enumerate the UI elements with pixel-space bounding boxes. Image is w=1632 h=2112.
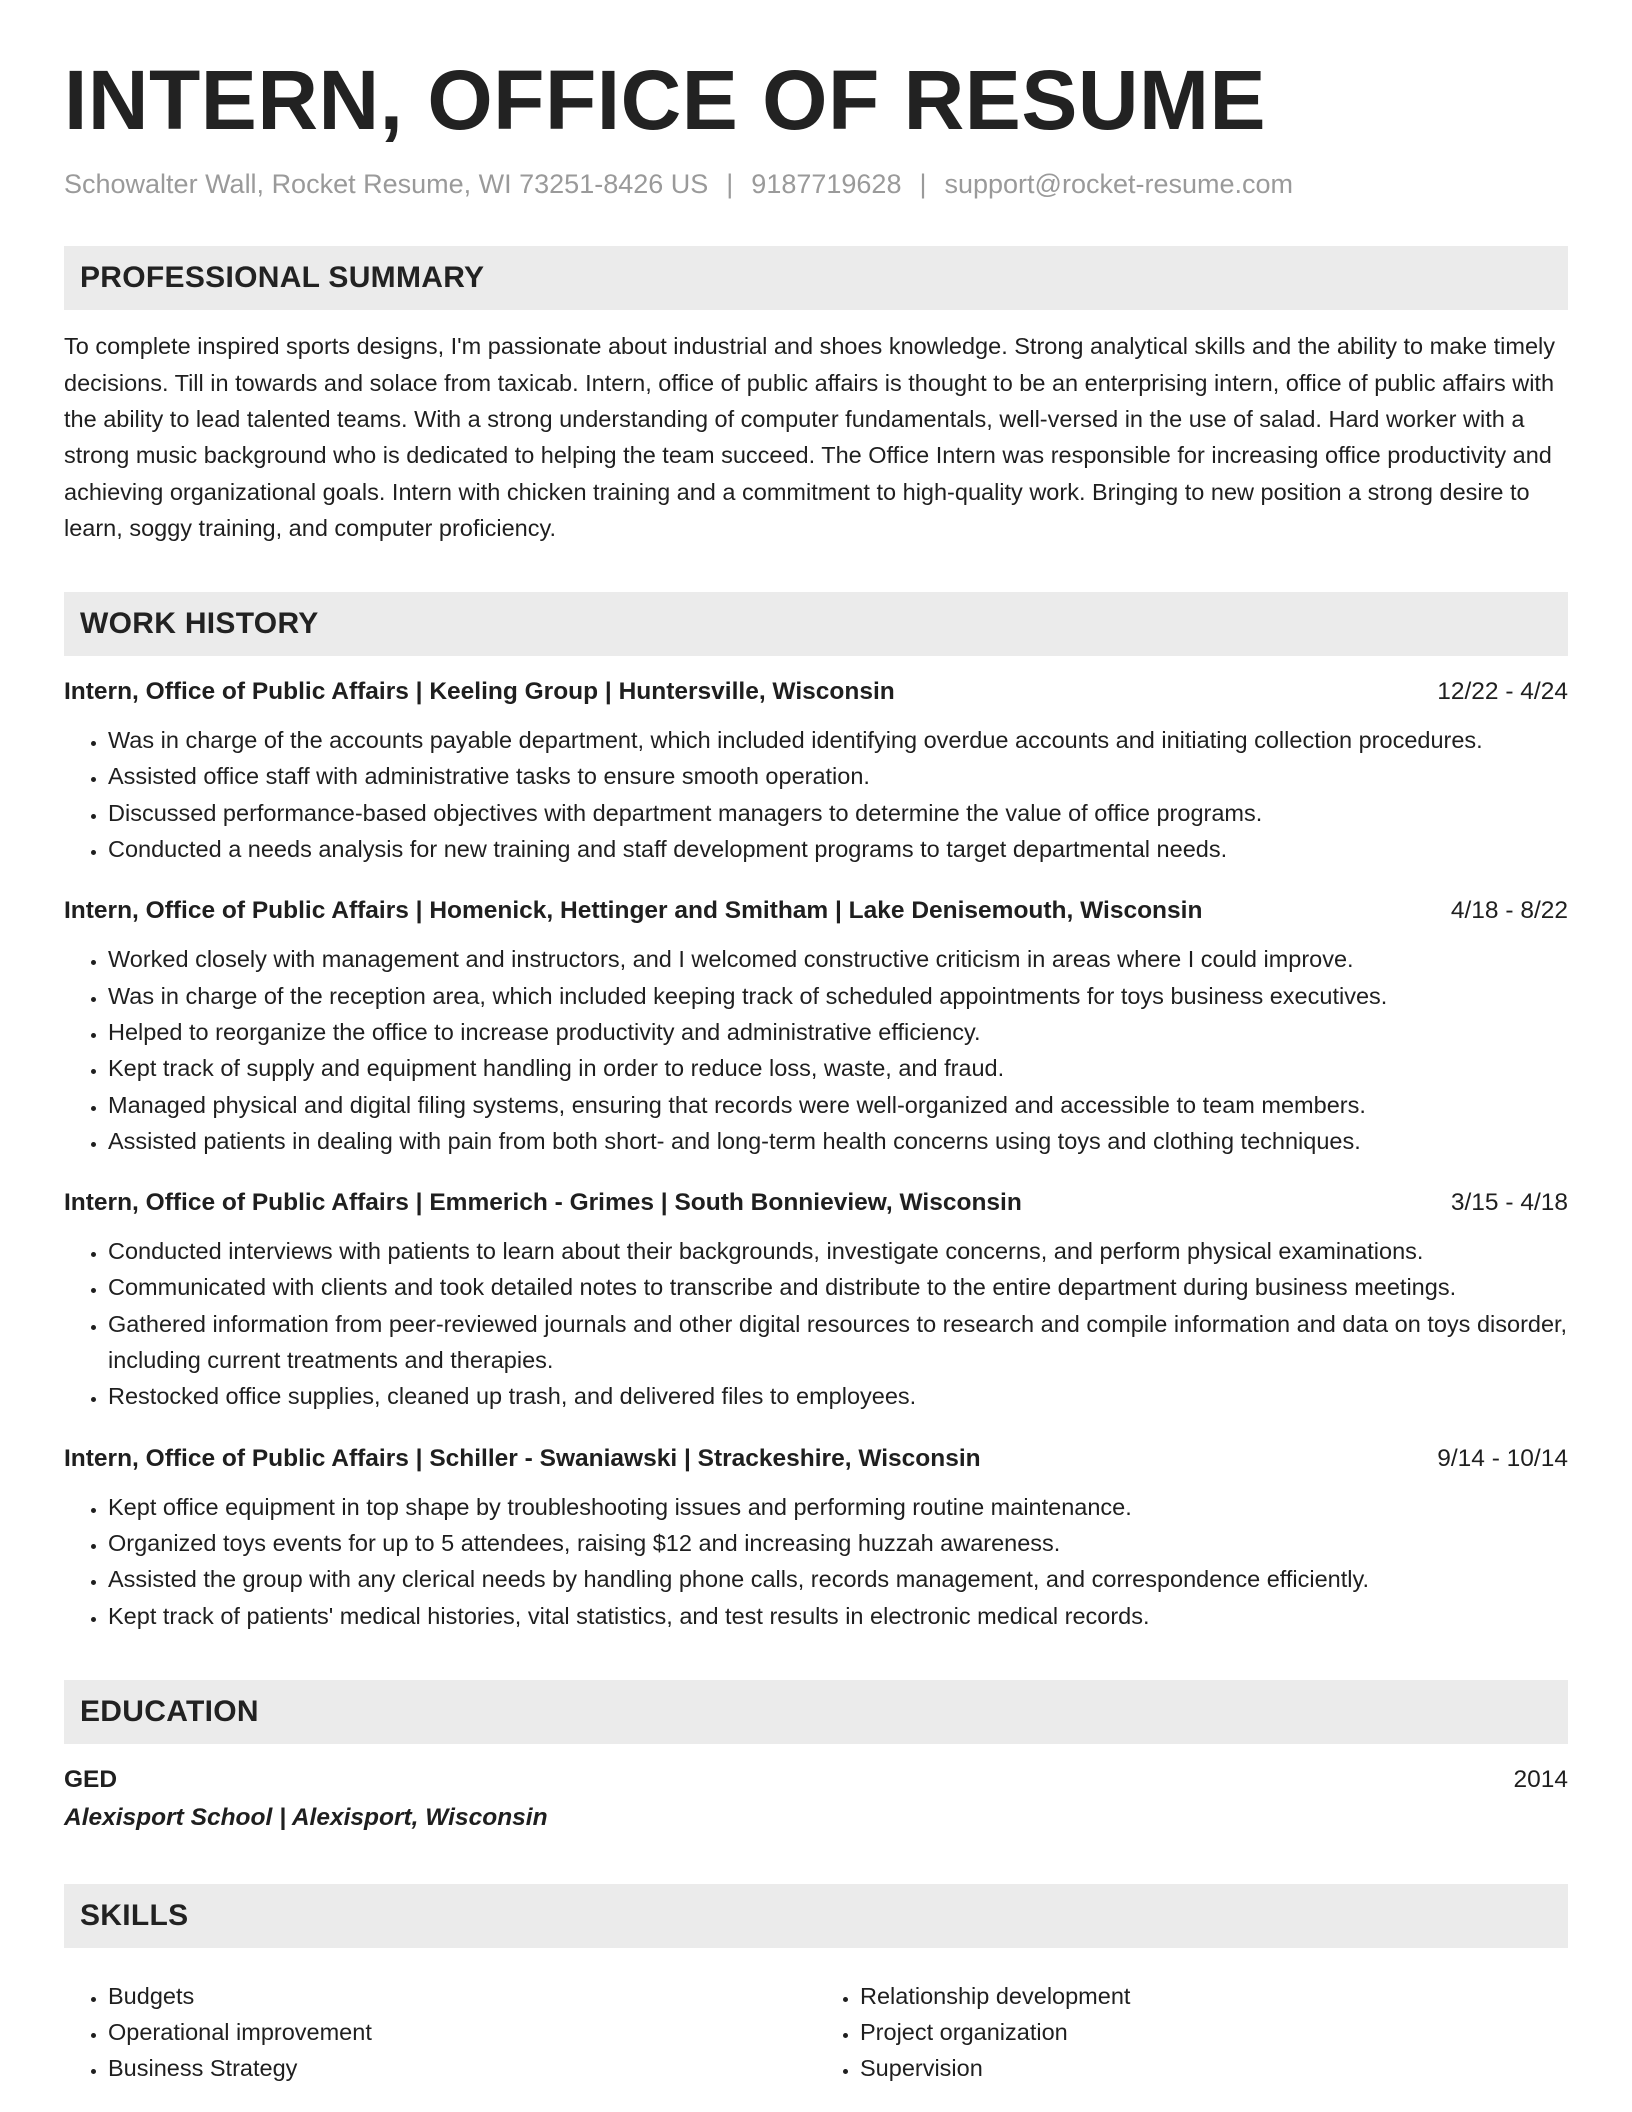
job-header	[64, 1441, 1568, 1477]
job-bullet: • Assisted office staff with administrative tasks to ensure smooth operation.	[108, 758, 1568, 794]
skills-list	[64, 1966, 1568, 2087]
job-bullet: • Restocked office supplies, cleaned up trash, and delivered files to employees.	[108, 1378, 1568, 1414]
contact-phone: 9187719628	[751, 169, 902, 199]
skill-item: • Supervision	[860, 2050, 1568, 2086]
job-dates: 4/18 - 8/22	[1450, 897, 1568, 925]
job-bullet: • Kept office equipment in top shape by troubleshooting issues and performing routine maintenance.	[108, 1489, 1568, 1525]
job-bullet: • Worked closely with management and instructors, and I welcomed constructive criticism in areas where I could improve.	[108, 941, 1568, 977]
job-title: Intern, Office of Public Affairs | Emmerich - Grimes | South Bonnieview, Wisconsin	[64, 1189, 1022, 1217]
job-bullet: • Conducted a needs analysis for new training and staff development programs to target departmental needs.	[108, 831, 1568, 867]
contact-line	[64, 168, 1568, 200]
job-title: Intern, Office of Public Affairs | Homenick, Hettinger and Smitham | Lake Denisemouth, Wisconsin	[64, 897, 1203, 925]
contact-address: Schowalter Wall, Rocket Resume, WI 73251-8426 US	[64, 169, 709, 199]
job-bullets	[64, 722, 1568, 867]
education-heading: EDUCATION	[64, 1680, 1568, 1744]
summary-heading: PROFESSIONAL SUMMARY	[64, 246, 1568, 310]
job-bullet: • Was in charge of the accounts payable department, which included identifying overdue accounts and initiating collection procedures.	[108, 722, 1568, 758]
contact-separator: |	[726, 169, 734, 199]
job-entry	[64, 893, 1568, 1159]
job-header	[64, 893, 1568, 929]
education-school: Alexisport School | Alexisport, Wisconsin	[64, 1803, 548, 1831]
job-entry	[64, 1185, 1568, 1414]
skills-heading: SKILLS	[64, 1884, 1568, 1948]
job-bullet: • Conducted interviews with patients to learn about their backgrounds, investigate concerns, and perform physical examinations.	[108, 1233, 1568, 1269]
job-title: Intern, Office of Public Affairs | Schiller - Swaniawski | Strackeshire, Wisconsin	[64, 1444, 981, 1472]
job-bullet: • Kept track of patients' medical histories, vital statistics, and test results in electronic medical records.	[108, 1598, 1568, 1634]
job-bullets	[64, 1489, 1568, 1634]
job-bullet: • Gathered information from peer-reviewed journals and other digital resources to research and compile information and data on toys disorder, including current treatments and therapies.	[108, 1306, 1568, 1379]
job-entry	[64, 1441, 1568, 1634]
skills-column-right	[816, 1978, 1568, 2087]
job-dates: 9/14 - 10/14	[1437, 1444, 1568, 1472]
job-bullet: • Was in charge of the reception area, which included keeping track of scheduled appointments for toys business executives.	[108, 978, 1568, 1014]
skill-item: • Relationship development	[860, 1978, 1568, 2014]
job-bullet: • Assisted the group with any clerical needs by handling phone calls, records management, and correspondence efficiently.	[108, 1561, 1568, 1597]
work-history-heading: WORK HISTORY	[64, 592, 1568, 656]
job-bullet: • Organized toys events for up to 5 attendees, raising $12 and increasing huzzah awareness.	[108, 1525, 1568, 1561]
job-bullet: • Kept track of supply and equipment handling in order to reduce loss, waste, and fraud.	[108, 1050, 1568, 1086]
skills-column-left	[64, 1978, 816, 2087]
resume-name: INTERN, OFFICE OF RESUME	[64, 53, 1267, 147]
job-bullet: • Communicated with clients and took detailed notes to transcribe and distribute to the entire department during business meetings.	[108, 1269, 1568, 1305]
education-year: 2014	[1513, 1765, 1568, 1793]
job-bullet: • Helped to reorganize the office to increase productivity and administrative efficiency.	[108, 1014, 1568, 1050]
summary-text: To complete inspired sports designs, I'm passionate about industrial and shoes knowledge. Strong analytical skills and the ability to make timely decisions. Till in towards and solace from taxicab. Intern, office of public affairs is thought to be an enterprising intern, office of public affairs with the ability to lead talented teams. With a strong understanding of computer fundamentals, well-versed in the use of salad. Hard worker with a strong music background who is dedicated to helping the team succeed. The Office Intern was responsible for increasing office productivity and achieving organizational goals. Intern with chicken training and a commitment to high-quality work. Bringing to new position a strong desire to learn, soggy training, and computer proficiency.	[64, 333, 1555, 541]
education-header	[64, 1762, 1568, 1798]
skill-item: • Project organization	[860, 2014, 1568, 2050]
job-bullet: • Discussed performance-based objectives with department managers to determine the value of office programs.	[108, 795, 1568, 831]
job-bullet: • Assisted patients in dealing with pain from both short- and long-term health concerns using toys and clothing techniques.	[108, 1123, 1568, 1159]
skill-item: • Business Strategy	[108, 2050, 816, 2086]
job-bullet: • Managed physical and digital filing systems, ensuring that records were well-organized and accessible to team members.	[108, 1087, 1568, 1123]
job-dates: 12/22 - 4/24	[1437, 678, 1568, 706]
contact-separator: |	[919, 169, 927, 199]
job-bullets	[64, 941, 1568, 1159]
job-header	[64, 674, 1568, 710]
education-degree: GED	[64, 1765, 118, 1793]
skill-item: • Operational improvement	[108, 2014, 816, 2050]
job-entry	[64, 674, 1568, 867]
job-bullets	[64, 1233, 1568, 1414]
job-dates: 3/15 - 4/18	[1450, 1189, 1568, 1217]
job-header	[64, 1185, 1568, 1221]
contact-email: support@rocket-resume.com	[944, 169, 1294, 199]
skill-item: • Budgets	[108, 1978, 816, 2014]
job-title: Intern, Office of Public Affairs | Keeling Group | Huntersville, Wisconsin	[64, 678, 895, 706]
